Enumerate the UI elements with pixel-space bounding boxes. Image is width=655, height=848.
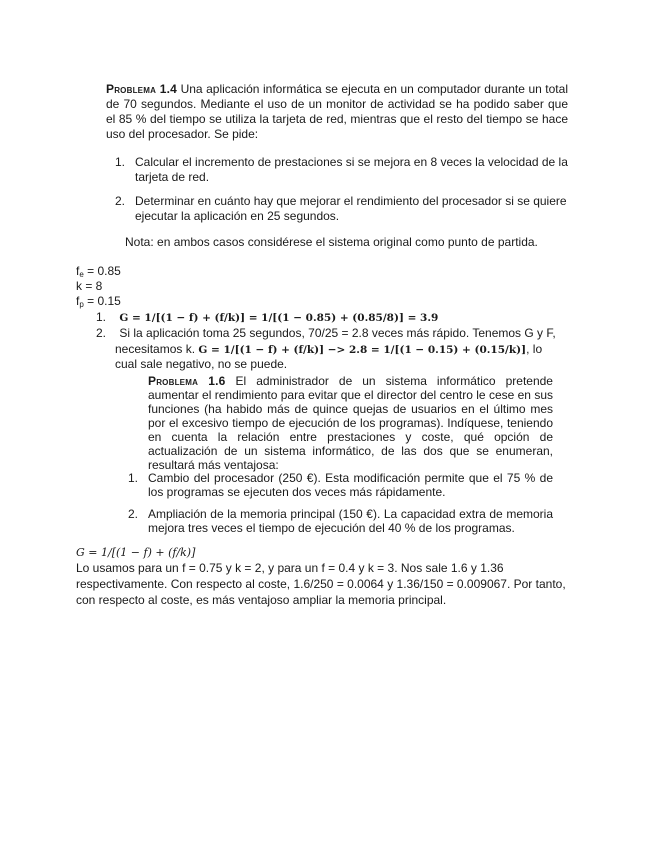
var-fe-sub: e	[79, 270, 84, 279]
problem-1-4-item-1	[115, 155, 570, 187]
list-number: 1.	[128, 471, 139, 485]
answer-1-6-line-1: Lo usamos para un f = 0.75 y k = 2, y para un f = 0.4 y k = 3. Nos sale 1.6 y 1.36	[76, 561, 504, 575]
var-k-value: = 8	[82, 279, 103, 293]
answer-text: , lo	[526, 342, 543, 356]
problem-1-4-statement	[106, 82, 568, 142]
answer-1-4-item-1	[96, 310, 438, 326]
var-fe-base: f	[76, 264, 80, 278]
var-k-base: k	[76, 279, 82, 293]
list-number: 2.	[128, 507, 139, 521]
var-fp-base: f	[76, 294, 80, 308]
problem-1-4-note: Nota: en ambos casos considérese el sistema original como punto de partida.	[125, 235, 538, 249]
list-item-text: Cambio del procesador (250 €). Esta modificación permite que el 75 % de los programas se ejecuten dos veces más rápidamente.	[148, 471, 553, 499]
list-item-text: Ampliación de la memoria principal (150 €). La capacidad extra de memoria mejora tres veces el tiempo de ejecución del 40 % de los programas.	[148, 507, 553, 535]
problem-1-4-text: Una aplicación informática se ejecuta en un computador durante un total de 70 segundos. Mediante el uso de un monitor de actividad se ha podido saber que el 85 % del tiempo se utiliza la tarjeta de red, mientras que el resto del tiempo se hace uso del procesador. Se pide:	[106, 82, 568, 141]
list-number: 2.	[115, 194, 126, 208]
speedup-formula-2: G = 1/[(1 − f) + (f/k)] −> 2.8 = 1/[(1 − 0.15) + (0.15/k)]	[198, 344, 527, 356]
answer-text: necesitamos k.	[115, 342, 196, 356]
answer-1-4-item-2-line-1	[96, 326, 556, 341]
problem-1-6-item-1	[128, 471, 554, 501]
answer-1-6-line-3: con respecto al coste, es más ventajoso ampliar la memoria principal.	[76, 593, 447, 607]
var-fp-value: = 0.15	[83, 294, 121, 308]
problem-1-6-text: El administrador de un sistema informático pretende aumentar el rendimiento para evitar que el director del centro le cese en sus funciones (ha habido más de quince quejas de usuarios en el último mes por el excesivo tiempo de ejecución de los programas). Indíquese, teniendo en cuenta la relación entre prestaciones y coste, qué opción de actualización de un sistema informático, de las dos que se enumeran, resultará más ventajosa:	[148, 374, 553, 472]
problem-1-6-statement	[148, 374, 553, 472]
var-fe-value: = 0.85	[83, 264, 121, 278]
speedup-formula-1: G = 1/[(1 − f) + (f/k)] = 1/[(1 − 0.85) + (0.85/8)] = 3.9	[119, 312, 439, 324]
problem-1-4-heading: Problema 1.4	[106, 82, 178, 96]
speedup-formula-general: G = 1/[(1 − f) + (f/k)]	[76, 546, 196, 559]
list-number: 2.	[96, 326, 107, 340]
var-fp-sub: p	[79, 300, 84, 309]
problem-1-6-heading: Problema 1.6	[148, 374, 226, 388]
answer-text: Si la aplicación toma 25 segundos, 70/25 = 2.8 veces más rápido. Tenemos G y F,	[119, 326, 556, 340]
problem-1-6-item-2	[128, 507, 554, 537]
answer-1-4-item-2-line-2	[115, 342, 542, 358]
list-item-text: Calcular el incremento de prestaciones si se mejora en 8 veces la velocidad de la tarjeta de red.	[135, 155, 568, 184]
list-number: 1.	[115, 155, 126, 169]
answer-1-6-line-2: respectivamente. Con respecto al coste, 1.6/250 = 0.0064 y 1.36/150 = 0.009067. Por tanto,	[76, 577, 566, 591]
list-item-text: Determinar en cuánto hay que mejorar el rendimiento del procesador si se quiere ejecutar la aplicación en 25 segundos.	[135, 194, 567, 223]
problem-1-4-item-2	[115, 194, 570, 226]
list-number: 1.	[96, 310, 107, 324]
answer-1-4-item-2-line-3: cual sale negativo, no se puede.	[115, 357, 288, 371]
var-k	[76, 279, 102, 294]
